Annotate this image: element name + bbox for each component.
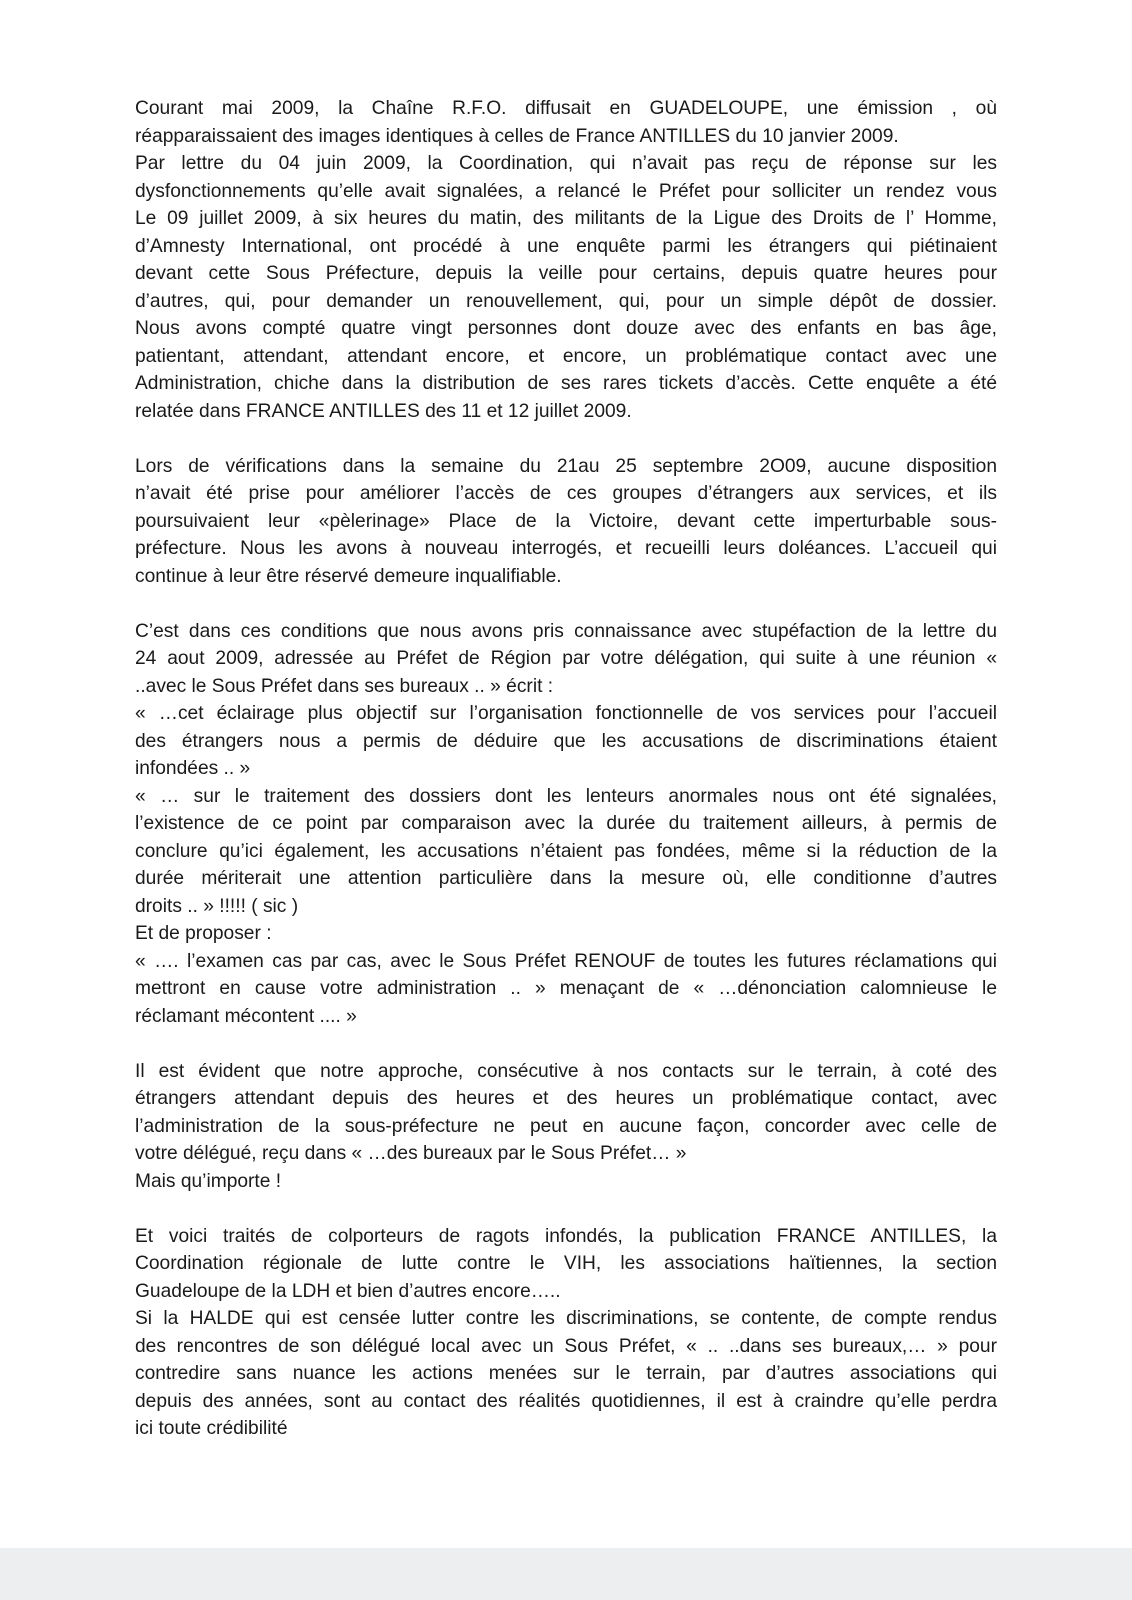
viewer-bottom-bar [0, 1548, 1132, 1600]
text-line: étrangers attendant depuis des heures et des heures un problématique contact, avec [135, 1088, 997, 1109]
text-line: ..avec le Sous Préfet dans ses bureaux .. » écrit : [135, 675, 554, 697]
text-line: préfecture. Nous les avons à nouveau interrogés, et recueilli leurs doléances. L’accueil qui [135, 538, 997, 559]
text-line: 24 aout 2009, adressée au Préfet de Région par votre délégation, qui suite à une réunion « [135, 648, 997, 669]
text-line: contredire sans nuance les actions menées sur le terrain, par d’autres associations qui [135, 1363, 997, 1384]
text-line: Par lettre du 04 juin 2009, la Coordination, qui n’avait pas reçu de réponse sur les [135, 153, 997, 174]
text-line: Et de proposer : [135, 923, 272, 944]
text-line: « …cet éclairage plus objectif sur l’organisation fonctionnelle de vos services pour l’accueil [135, 703, 997, 724]
text-line: patientant, attendant, attendant encore, et encore, un problématique contact avec une [135, 345, 997, 367]
text-line: l’existence de ce point par comparaison avec la durée du traitement ailleurs, à permis de [135, 813, 997, 834]
paragraph [135, 1058, 997, 1196]
text-line: Il est évident que notre approche, consécutive à nos contacts sur le terrain, à coté des [135, 1060, 997, 1082]
text-line: d’Amnesty International, ont procédé à une enquête parmi les étrangers qui piétinaient [135, 235, 997, 257]
text-line: réapparaissaient des images identiques à celles de France ANTILLES du 10 janvier 2009. [135, 125, 899, 147]
text-line: dysfonctionnements qu’elle avait signalées, a relancé le Préfet pour solliciter un rendez vous [135, 180, 997, 202]
text-line: Guadeloupe de la LDH et bien d’autres encore….. [135, 1280, 561, 1302]
text-line: Mais qu’importe ! [135, 1170, 282, 1192]
text-line: Si la HALDE qui est censée lutter contre les discriminations, se contente, de compte rendus [135, 1308, 997, 1329]
text-line: ici toute crédibilité [135, 1418, 288, 1439]
text-line: réclamant mécontent .... » [135, 1005, 357, 1027]
text-line: « …. l’examen cas par cas, avec le Sous Préfet RENOUF de toutes les futures réclamations qui [135, 950, 997, 972]
text-line: votre délégué, reçu dans « …des bureaux par le Sous Préfet… » [135, 1143, 687, 1164]
document-body [135, 95, 997, 1470]
paragraph [135, 95, 997, 425]
text-line: poursuivaient leur «pèlerinage» Place de la Victoire, devant cette imperturbable sous- [135, 510, 997, 532]
text-line: Administration, chiche dans la distribution de ses rares tickets d’accès. Cette enquête a été [135, 373, 997, 394]
text-line: C’est dans ces conditions que nous avons pris connaissance avec stupéfaction de la lettre du [135, 620, 997, 642]
text-line: l’administration de la sous-préfecture ne peut en aucune façon, concorder avec celle de [135, 1115, 997, 1137]
text-line: Le 09 juillet 2009, à six heures du matin, des militants de la Ligue des Droits de l’ Homme, [135, 208, 997, 229]
text-line: Coordination régionale de lutte contre le VIH, les associations haïtiennes, la section [135, 1253, 997, 1274]
text-line: continue à leur être réservé demeure inqualifiable. [135, 565, 562, 587]
text-line: durée mériterait une attention particulière dans la mesure où, elle conditionne d’autres [135, 868, 997, 889]
text-line: Lors de vérifications dans la semaine du 21au 25 septembre 2O09, aucune disposition [135, 455, 997, 477]
text-line: n’avait été prise pour améliorer l’accès de ces groupes d’étrangers aux services, et ils [135, 483, 997, 504]
text-line: depuis des années, sont au contact des réalités quotidiennes, il est à craindre qu’elle perdra [135, 1390, 997, 1412]
text-line: Courant mai 2009, la Chaîne R.F.O. diffusait en GUADELOUPE, une émission , où [135, 98, 997, 119]
text-line: conclure qu’ici également, les accusations n’étaient pas fondées, même si la réduction de la [135, 840, 997, 862]
text-line: des étrangers nous a permis de déduire que les accusations de discriminations étaient [135, 730, 997, 752]
text-line: mettront en cause votre administration .. » menaçant de « …dénonciation calomnieuse le [135, 978, 997, 999]
text-line: « … sur le traitement des dossiers dont les lenteurs anormales nous ont été signalées, [135, 785, 997, 807]
text-line: des rencontres de son délégué local avec un Sous Préfet, « .. ..dans ses bureaux,… » pour [135, 1335, 997, 1357]
text-line: d’autres, qui, pour demander un renouvellement, qui, pour un simple dépôt de dossier. [135, 290, 997, 312]
text-line: Nous avons compté quatre vingt personnes dont douze avec des enfants en bas âge, [135, 318, 997, 339]
text-line: droits .. » !!!!! ( sic ) [135, 895, 299, 917]
paragraph [135, 618, 997, 1031]
text-line: Et voici traités de colporteurs de ragots infondés, la publication FRANCE ANTILLES, la [135, 1225, 997, 1247]
paragraph [135, 453, 997, 591]
text-line: devant cette Sous Préfecture, depuis la veille pour certains, depuis quatre heures pour [135, 263, 997, 284]
text-line: infondées .. » [135, 758, 251, 779]
paragraph [135, 1223, 997, 1443]
text-line: relatée dans FRANCE ANTILLES des 11 et 12 juillet 2009. [135, 400, 632, 422]
